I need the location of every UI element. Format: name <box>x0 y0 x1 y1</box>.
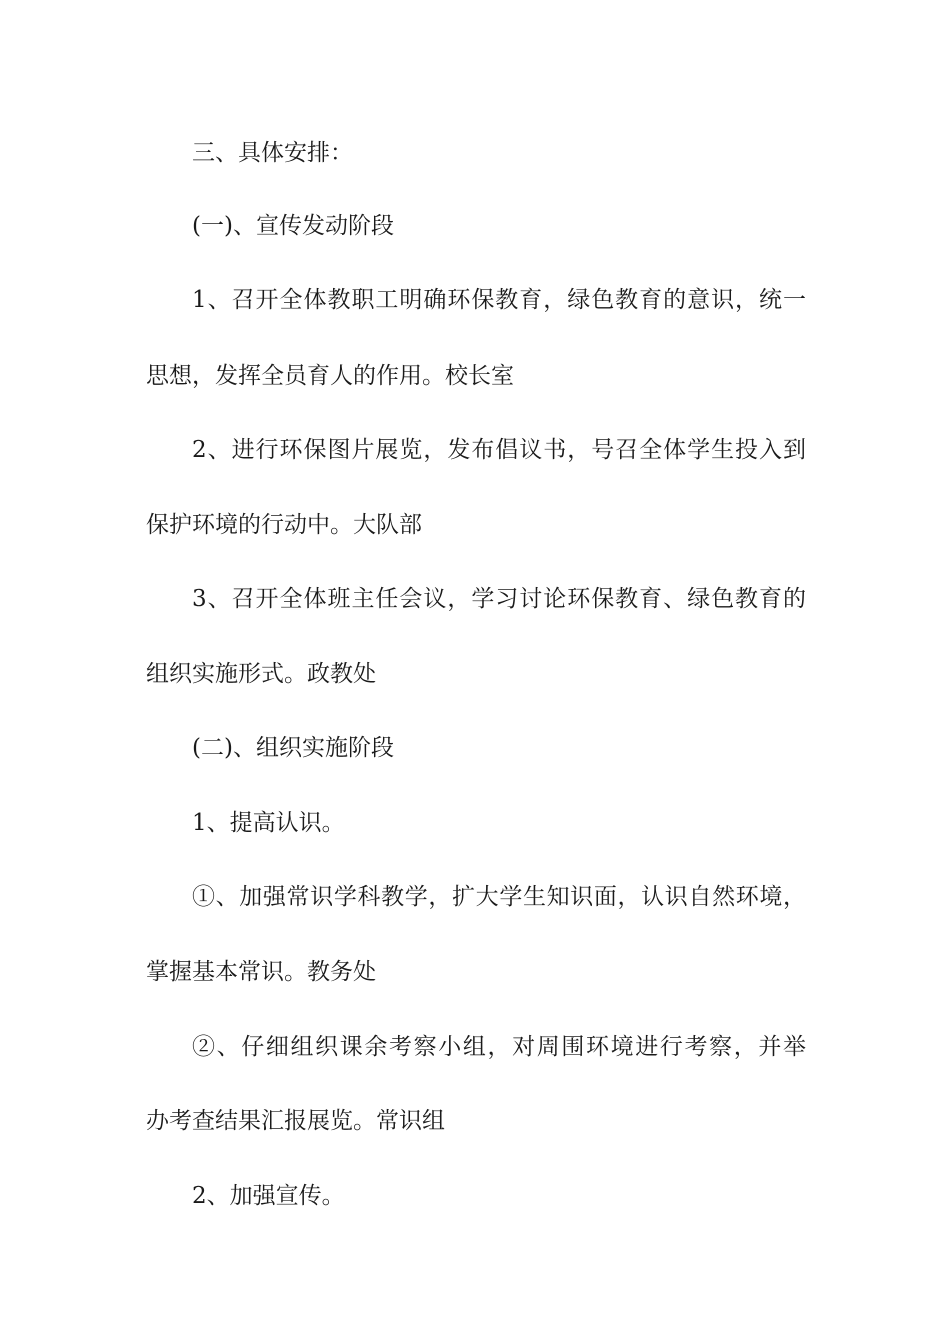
paragraph-line: 2、加强宣传。 <box>192 1183 345 1209</box>
paragraph-line: ①、加强常识学科教学，扩大学生知识面，认识自然环境， <box>192 884 806 910</box>
paragraph-line: 1、召开全体教职工明确环保教育，绿色教育的意识，统一 <box>192 287 806 313</box>
paragraph-line: 组织实施形式。政教处 <box>146 661 376 687</box>
paragraph-line: 思想，发挥全员育人的作用。校长室 <box>146 363 514 389</box>
paragraph-line: ②、仔细组织课余考察小组，对周围环境进行考察，并举 <box>192 1034 806 1060</box>
subsection-heading: (二)、组织实施阶段 <box>192 735 394 761</box>
paragraph-line: 办考查结果汇报展览。常识组 <box>146 1108 445 1134</box>
paragraph-line: 掌握基本常识。教务处 <box>146 959 376 985</box>
subsection-heading: (一)、宣传发动阶段 <box>192 213 394 239</box>
section-heading: 三、具体安排： <box>192 140 353 166</box>
paragraph-line: 3、召开全体班主任会议，学习讨论环保教育、绿色教育的 <box>192 586 806 612</box>
paragraph-line: 1、提高认识。 <box>192 810 345 836</box>
paragraph-line: 保护环境的行动中。大队部 <box>146 512 422 538</box>
paragraph-line: 2、进行环保图片展览，发布倡议书，号召全体学生投入到 <box>192 437 806 463</box>
